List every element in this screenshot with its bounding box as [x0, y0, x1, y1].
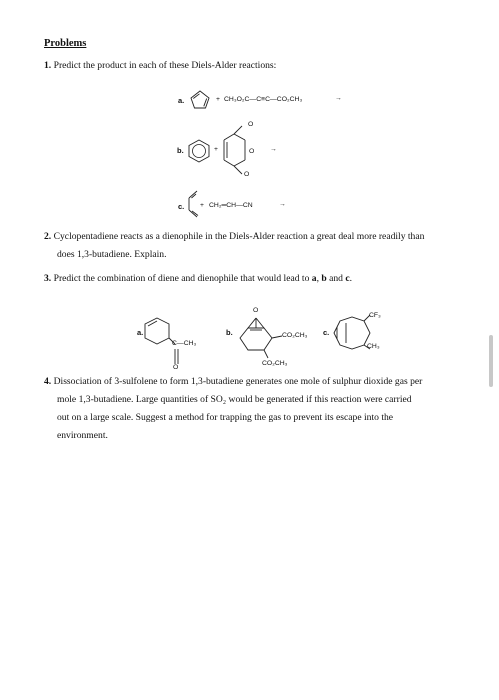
question-3-text: Predict the combination of diene and dienophile that would lead to	[53, 273, 312, 284]
reaction-a-reagent: CH₃O₂C—C≡C—CO₂CH₃	[224, 96, 303, 103]
question-4-line-2: mole 1,3-butadiene. Large quantities of SO₂ would be generated if this reaction were carried	[57, 394, 412, 405]
reaction-b-oxygen-top: O	[248, 121, 254, 128]
reaction-a-plus: +	[216, 96, 220, 103]
question-1-number: 1.	[44, 60, 52, 71]
structure-a-acetyl: C—CH₃	[172, 340, 197, 347]
question-1-text: Predict the product in each of these Diels-Alder reactions:	[53, 60, 277, 71]
reaction-a-label: a.	[178, 96, 185, 105]
structure-c-methyl: CH₃	[367, 343, 380, 350]
question-4-number: 4.	[44, 376, 52, 387]
benzene-structure	[186, 138, 212, 164]
structure-b-label: b.	[226, 328, 233, 337]
structure-b-bicyclic	[234, 316, 284, 364]
question-3-c: c	[345, 273, 350, 284]
question-3	[44, 270, 476, 288]
butadiene-structure	[186, 189, 200, 219]
question-4-line-4: environment.	[57, 430, 108, 441]
structure-b-oxygen: O	[253, 307, 259, 314]
question-1	[44, 57, 474, 75]
question-3-end: .	[349, 273, 353, 284]
question-2-number: 2.	[44, 231, 52, 242]
structure-a-oxygen: O	[173, 364, 179, 371]
reaction-b-arrow: →	[270, 146, 277, 153]
reaction-c-label: c.	[178, 202, 185, 211]
reaction-b-oxygen-bottom: O	[244, 171, 250, 178]
reaction-b-label: b.	[177, 146, 184, 155]
reaction-b-plus: +	[214, 146, 218, 153]
question-2-line-2: does 1,3-butadiene. Explain.	[57, 249, 167, 260]
scrollbar-thumb[interactable]	[489, 335, 493, 387]
anhydride-dienophile-structure	[218, 120, 268, 182]
structure-c-label: c.	[323, 328, 330, 337]
cyclopentadiene-structure	[188, 89, 212, 111]
question-3-sep-1: ,	[316, 273, 322, 284]
question-4	[44, 373, 478, 445]
question-4-line-3: out on a large scale. Suggest a method for trapping the gas to prevent its escape into the	[57, 412, 394, 423]
question-3-sep-2: and	[326, 273, 346, 284]
reaction-a-arrow: →	[335, 95, 342, 102]
reaction-c-plus: +	[200, 202, 204, 209]
question-2	[44, 228, 476, 264]
question-2-line-1: Cyclopentadiene reacts as a dienophile in the Diels-Alder reaction a great deal more readily than	[53, 231, 425, 242]
structure-b-ester-2: CO₂CH₃	[262, 360, 288, 367]
question-4-line-1: Dissociation of 3-sulfolene to form 1,3-butadiene generates one mole of sulphur dioxide gas per	[53, 376, 423, 387]
question-3-a: a	[311, 273, 317, 284]
question-3-number: 3.	[44, 273, 52, 284]
reaction-b-oxygen-ring: O	[249, 148, 255, 155]
structure-a-label: a.	[137, 328, 144, 337]
structure-b-ester-1: CO₂CH₃	[282, 332, 308, 339]
structure-c-trifluoromethyl: CF₃	[369, 312, 381, 319]
reaction-c-arrow: →	[279, 201, 286, 208]
question-3-b: b	[321, 273, 327, 284]
page-heading: Problems	[44, 38, 87, 49]
reaction-c-reagent: CH₂═CH—CN	[209, 202, 253, 209]
